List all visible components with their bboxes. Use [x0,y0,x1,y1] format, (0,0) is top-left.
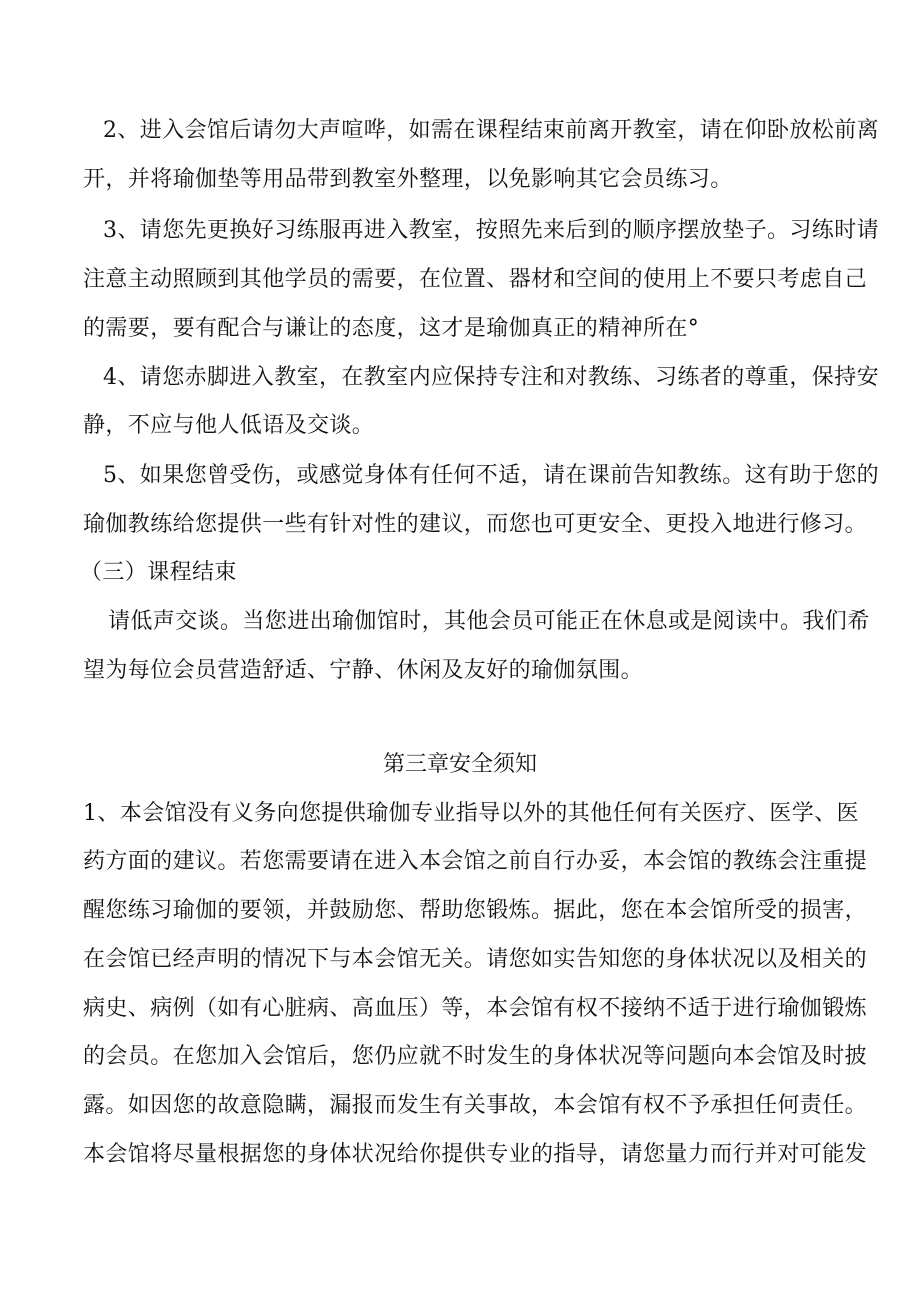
chapter-3-item-1-line-3: 醒您练习瑜伽的要领，并鼓励您、帮助您锻炼。据此，您在本会馆所受的损害， [83,898,868,923]
section-3-title: （三）课程结束 [80,560,237,585]
item-3-line-3: 的需要，要有配合与谦让的态度，这才是瑜伽真正的精神所在° [83,316,700,341]
item-3-line-2: 注意主动照顾到其他学员的需要，在位置、器材和空间的使用上不要只考虑自己 [83,267,868,292]
chapter-3-heading: 第三章安全须知 [382,752,537,777]
chapter-3-item-1-line-1: 1、本会馆没有义务向您提供瑜伽专业指导以外的其他任何有关医疗、医学、医 [83,801,859,826]
item-2-line-2: 开，并将瑜伽垫等用品带到教室外整理，以免影响其它会员练习。 [83,167,733,192]
chapter-3-item-1-line-4: 在会馆已经声明的情况下与本会馆无关。请您如实告知您的身体状况以及相关的 [83,947,868,972]
item-4-line-2: 静，不应与他人低语及交谈。 [83,413,375,438]
section-3-line-2: 望为每位会员营造舒适、宁静、休闲及友好的瑜伽氛围。 [83,658,644,683]
item-3-line-1: 3、请您先更换好习练服再进入教室，按照先来后到的顺序摆放垫子。习练时请 [103,218,879,243]
chapter-3-item-1-line-2: 药方面的建议。若您需要请在进入本会馆之前自行办妥，本会馆的教练会注重提 [83,849,868,874]
item-5-line-2: 瑜伽教练给您提供一些有针对性的建议，而您也可更安全、更投入地进行修习。 [83,512,868,537]
chapter-3-item-1-line-5: 病史、病例（如有心脏病、高血压）等，本会馆有权不接纳不适于进行瑜伽锻炼 [83,996,868,1021]
chapter-3-item-1-line-8: 本会馆将尽量根据您的身体状况给你提供专业的指导，请您量力而行并对可能发 [83,1142,868,1167]
item-2-line-1: 2、进入会馆后请勿大声喧哗，如需在课程结束前离开教室，请在仰卧放松前离 [103,118,879,143]
item-4-line-1: 4、请您赤脚进入教室，在教室内应保持专注和对教练、习练者的尊重，保持安 [103,365,879,390]
chapter-3-item-1-line-7: 露。如因您的故意隐瞒，漏报而发生有关事故，本会馆有权不予承担任何责任。 [83,1093,868,1118]
chapter-3-item-1-line-6: 的会员。在您加入会馆后，您仍应就不时发生的身体状况等问题向本会馆及时披 [83,1044,868,1069]
item-5-line-1: 5、如果您曾受伤，或感觉身体有任何不适，请在课前告知教练。这有助于您的 [103,463,879,488]
section-3-line-1: 请低声交谈。当您进出瑜伽馆时，其他会员可能正在休息或是阅读中。我们希 [108,609,870,634]
